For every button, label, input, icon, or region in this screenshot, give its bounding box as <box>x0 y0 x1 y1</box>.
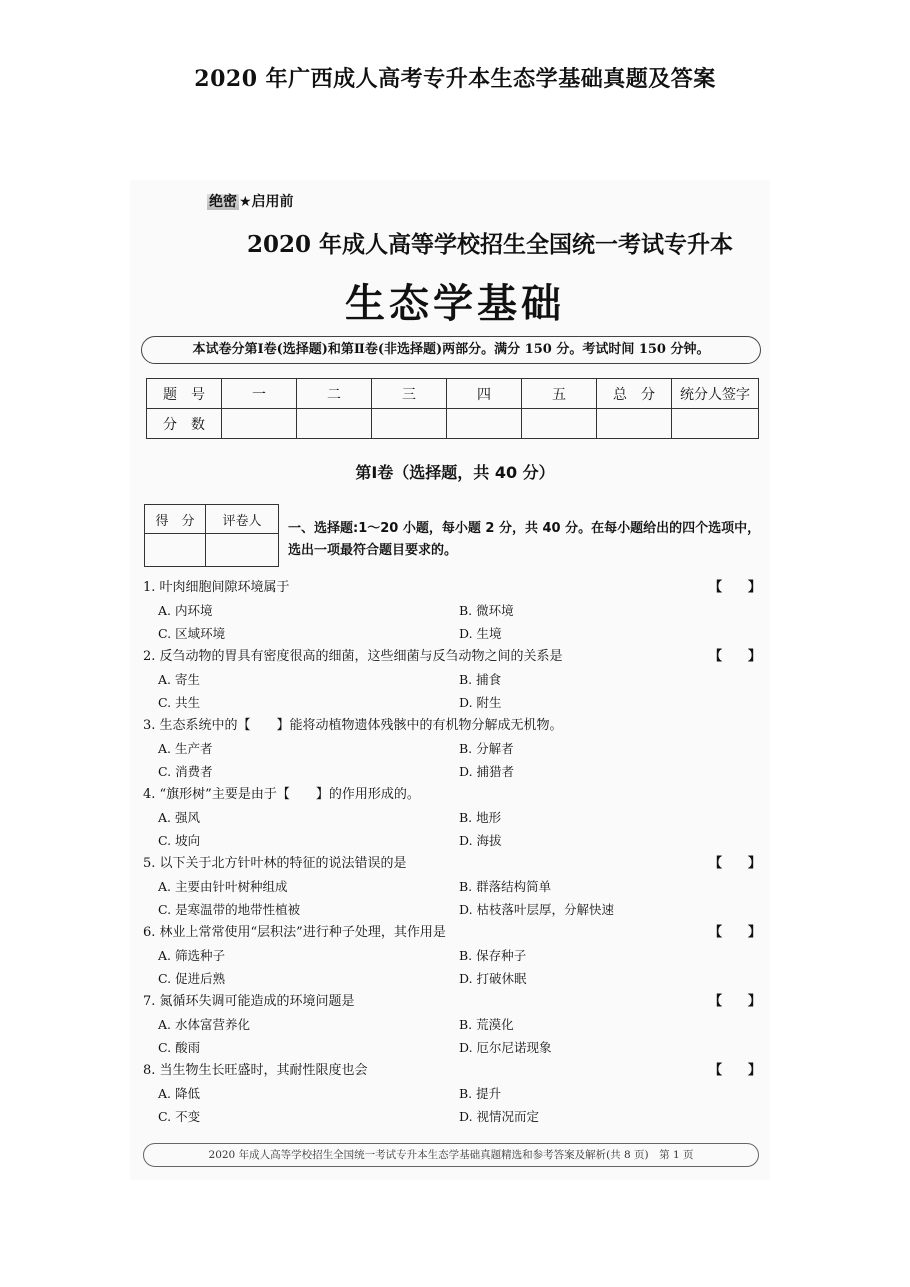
score-header-cell: 五 <box>522 379 597 409</box>
score-table-value-row <box>147 409 759 439</box>
question-stem <box>143 783 763 806</box>
star-icon: ★ <box>239 194 252 210</box>
score-cell[interactable] <box>672 409 759 439</box>
question-stem <box>143 714 763 737</box>
option-a[interactable]: A. 水体富营养化 <box>158 1017 250 1032</box>
option-a[interactable]: A. 筛选种子 <box>158 948 225 963</box>
option-row <box>143 599 763 622</box>
question-text: 7. 氮循环失调可能造成的环境问题是 <box>143 994 355 1009</box>
option-c[interactable]: C. 不变 <box>158 1109 201 1124</box>
question-stem <box>143 576 763 599</box>
answer-bracket[interactable]: 【 】 <box>708 649 761 664</box>
option-a[interactable]: A. 寄生 <box>158 672 200 687</box>
option-c[interactable]: C. 是寒温带的地带性植被 <box>158 902 301 917</box>
grader-table <box>144 504 279 567</box>
option-row <box>143 1105 763 1128</box>
option-a[interactable]: A. 内环境 <box>158 603 213 618</box>
option-b[interactable]: B. 提升 <box>459 1086 502 1101</box>
question-stem <box>143 990 763 1013</box>
option-row <box>143 1082 763 1105</box>
grader-score-cell[interactable] <box>145 534 206 567</box>
score-header-cell: 三 <box>372 379 447 409</box>
score-header-cell: 总 分 <box>597 379 672 409</box>
option-d[interactable]: D. 捕猎者 <box>459 764 515 779</box>
score-header-cell: 一 <box>222 379 297 409</box>
option-c[interactable]: C. 促进后熟 <box>158 971 226 986</box>
question-text: 6. 林业上常常使用“层积法”进行种子处理，其作用是 <box>143 925 446 940</box>
grader-label: 评卷人 <box>206 505 279 534</box>
score-row-label: 分 数 <box>147 409 222 439</box>
option-row <box>143 944 763 967</box>
score-cell[interactable] <box>297 409 372 439</box>
option-d[interactable]: D. 打破休眠 <box>459 971 527 986</box>
answer-bracket[interactable]: 【 】 <box>708 994 761 1009</box>
option-row <box>143 1036 763 1059</box>
option-b[interactable]: B. 荒漠化 <box>459 1017 514 1032</box>
option-d[interactable]: D. 枯枝落叶层厚，分解快速 <box>459 902 615 917</box>
question-stem <box>143 645 763 668</box>
question-text: 5. 以下关于北方针叶林的特征的说法错误的是 <box>143 856 407 871</box>
question-list <box>143 576 763 1128</box>
option-d[interactable]: D. 厄尔尼诺现象 <box>459 1040 552 1055</box>
question-stem <box>143 921 763 944</box>
score-table-header-row <box>147 379 759 409</box>
part-title: 第Ⅰ卷（选择题，共 40 分） <box>355 463 555 482</box>
option-a[interactable]: A. 降低 <box>158 1086 200 1101</box>
option-a[interactable]: A. 强风 <box>158 810 200 825</box>
option-b[interactable]: B. 微环境 <box>459 603 514 618</box>
before-use-label: 启用前 <box>251 194 294 210</box>
score-cell[interactable] <box>372 409 447 439</box>
question-text: 3. 生态系统中的【 】能将动植物遗体残骸中的有机物分解成无机物。 <box>143 718 563 733</box>
option-b[interactable]: B. 保存种子 <box>459 948 527 963</box>
score-header-cell: 二 <box>297 379 372 409</box>
score-header-cell: 四 <box>447 379 522 409</box>
option-row <box>143 622 763 645</box>
question-text: 1. 叶肉细胞间隙环境属于 <box>143 580 290 595</box>
question-stem <box>143 852 763 875</box>
exam-notice: 本试卷分第Ⅰ卷(选择题)和第Ⅱ卷(非选择题)两部分。满分 150 分。考试时间 150 分钟。 <box>141 336 761 364</box>
option-b[interactable]: B. 群落结构简单 <box>459 879 552 894</box>
option-b[interactable]: B. 地形 <box>459 810 502 825</box>
option-row <box>143 829 763 852</box>
option-b[interactable]: B. 捕食 <box>459 672 502 687</box>
option-row <box>143 668 763 691</box>
section-instructions: 一、选择题:1～20 小题，每小题 2 分，共 40 分。在每小题给出的四个选项中，选出一项最符合题目要求的。 <box>288 521 761 558</box>
option-d[interactable]: D. 视情况而定 <box>459 1109 540 1124</box>
option-c[interactable]: C. 共生 <box>158 695 201 710</box>
question-text: 8. 当生物生长旺盛时，其耐性限度也会 <box>143 1063 368 1078</box>
score-cell[interactable] <box>522 409 597 439</box>
subject-title: 生态学基础 <box>345 281 565 327</box>
question-text: 4. “旗形树”主要是由于【 】的作用形成的。 <box>143 787 420 802</box>
option-d[interactable]: D. 附生 <box>459 695 502 710</box>
option-row <box>143 967 763 990</box>
option-a[interactable]: A. 主要由针叶树种组成 <box>158 879 288 894</box>
option-c[interactable]: C. 酸雨 <box>158 1040 201 1055</box>
score-cell[interactable] <box>222 409 297 439</box>
option-a[interactable]: A. 生产者 <box>158 741 213 756</box>
option-row <box>143 806 763 829</box>
confidential-mark <box>207 191 294 211</box>
question-text: 2. 反刍动物的胃具有密度很高的细菌，这些细菌与反刍动物之间的关系是 <box>143 649 563 664</box>
option-row <box>143 691 763 714</box>
score-header-cell: 题 号 <box>147 379 222 409</box>
option-row <box>143 898 763 921</box>
page-footer: 2020 年成人高等学校招生全国统一考试专升本生态学基础真题精选和参考答案及解析(共 8 页) 第 1 页 <box>143 1143 759 1167</box>
score-cell[interactable] <box>447 409 522 439</box>
question-stem <box>143 1059 763 1082</box>
answer-bracket[interactable]: 【 】 <box>708 925 761 940</box>
option-b[interactable]: B. 分解者 <box>459 741 514 756</box>
exam-title: 2020 年成人高等学校招生全国统一考试专升本 <box>246 231 734 258</box>
option-row <box>143 1013 763 1036</box>
option-row <box>143 737 763 760</box>
option-row <box>143 760 763 783</box>
option-c[interactable]: C. 区域环境 <box>158 626 226 641</box>
score-label: 得 分 <box>145 505 206 534</box>
answer-bracket[interactable]: 【 】 <box>708 580 761 595</box>
grader-name-cell[interactable] <box>206 534 279 567</box>
score-table <box>146 378 759 439</box>
option-d[interactable]: D. 海拔 <box>459 833 502 848</box>
score-header-cell: 统分人签字 <box>672 379 759 409</box>
confidential-label: 绝密 <box>209 194 237 210</box>
answer-bracket[interactable]: 【 】 <box>708 856 761 871</box>
option-d[interactable]: D. 生境 <box>459 626 502 641</box>
option-c[interactable]: C. 消费者 <box>158 764 213 779</box>
option-c[interactable]: C. 坡向 <box>158 833 201 848</box>
score-cell[interactable] <box>597 409 672 439</box>
document-title: 2020 年广西成人高考专升本生态学基础真题及答案 <box>194 66 716 92</box>
option-row <box>143 875 763 898</box>
answer-bracket[interactable]: 【 】 <box>708 1063 761 1078</box>
